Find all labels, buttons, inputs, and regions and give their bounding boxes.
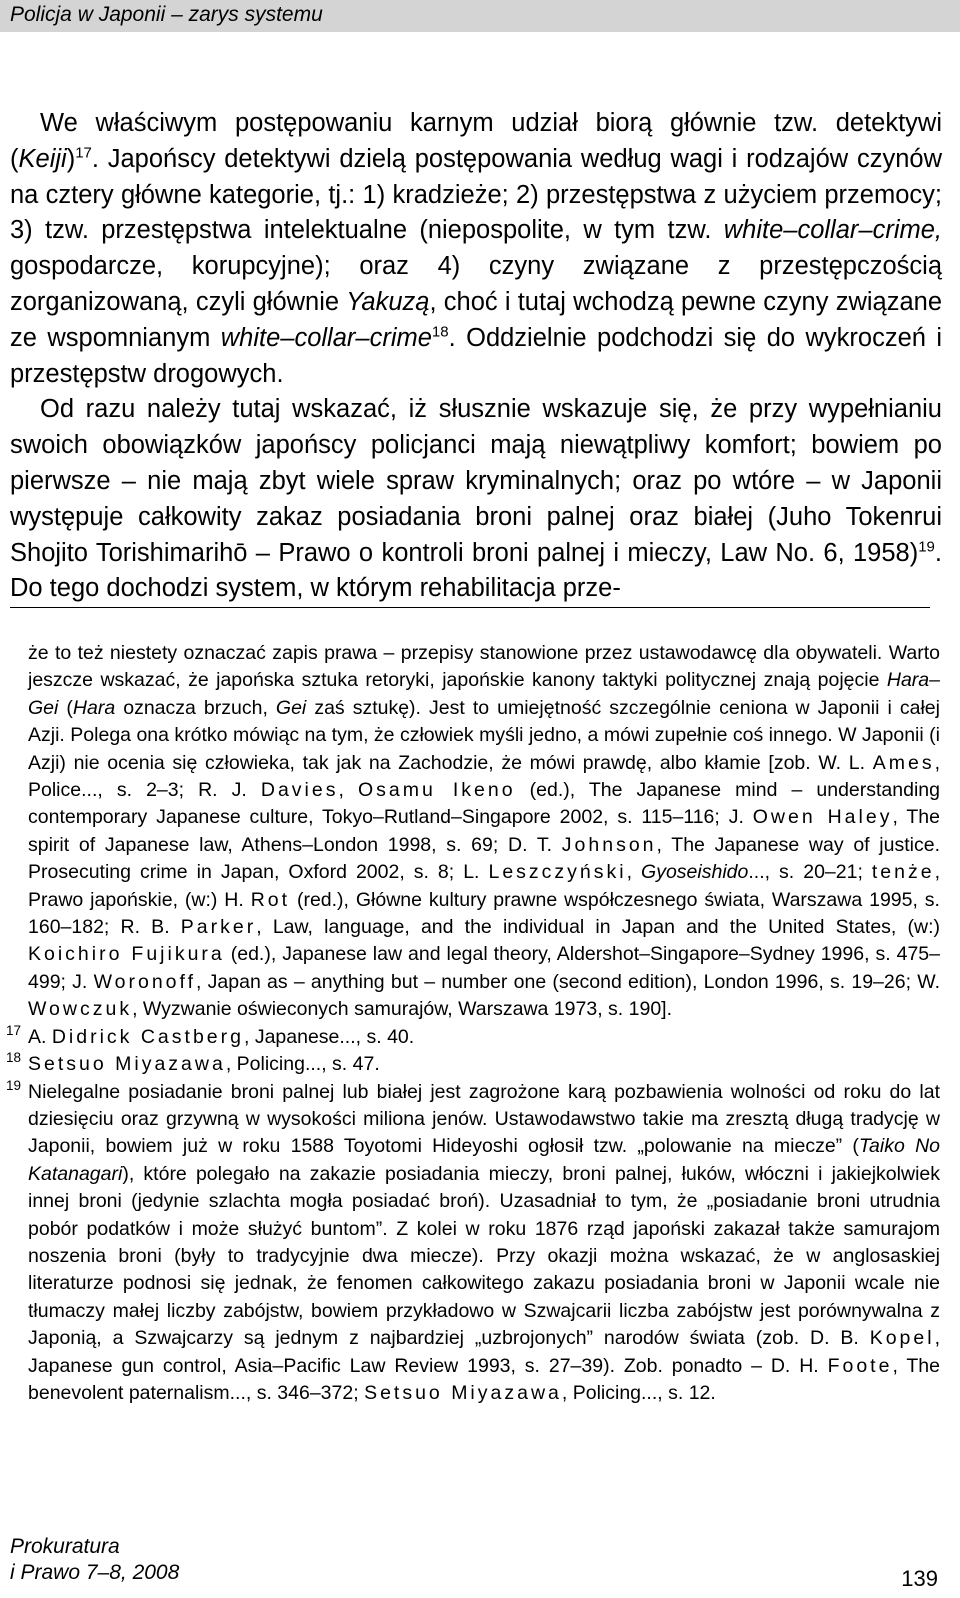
author-name: tenże (871, 861, 935, 884)
text-run: . Oddzielnie podchodzi się do wykroczeń i przestępstw drogowych. (10, 323, 943, 388)
author-name: Osamu Ikeno (357, 779, 516, 802)
term-hara-gei: Hara–Gei (28, 669, 940, 719)
text-run: oznacza brzuch, (115, 696, 276, 719)
author-name: Foote (827, 1354, 893, 1377)
publication-name: Prokuratura (10, 1535, 120, 1558)
text-run: gospodarcze, korupcyjne); oraz 4) czyny związane z przestępczością zorganizowaną, czyli głównie (10, 252, 942, 316)
publication-issue: i Prawo 7–8, 2008 (10, 1561, 180, 1584)
text-run: , Prawo japońskie, (w:) H. (28, 861, 940, 911)
author-name: Setsuo Miyazawa (28, 1053, 226, 1076)
author-name: Davies (260, 779, 339, 802)
main-text (10, 106, 942, 607)
term-gei: Gei (275, 696, 307, 719)
text-run: . Do tego dochodzi system, w którym rehabilitacja prze- (10, 538, 942, 603)
footnote-ref-17[interactable]: 17 (75, 144, 92, 162)
text-run: ( (58, 696, 73, 719)
text-run: , Police..., s. 2–3; R. J. (28, 751, 940, 802)
term-yakuza: Yakuzą (346, 287, 430, 316)
text-run: ..., s. 20–21; (748, 861, 872, 884)
footnote-separator (10, 607, 930, 608)
text-run: zaś sztukę). Jest to umiejętność szczególnie ceniona w Japonii i całej Azji. Polega ona krótko mówiąc na tym, że człowiek myśli jedno, a mówi zupełnie coś innego. W Japonii (i Azji) nie ocenia się człowieka, tak jak na Zachodzie, że mówi prawdę, albo kłamie [zob. W. L. (28, 696, 940, 774)
text-run: , Law, language, and the individual in Japan and the United States, (w:) (256, 916, 940, 939)
text-run: , (626, 861, 642, 884)
text-run: . Japońscy detektywi dzielą postępowania według wagi i rodzajów czynów na cztery główne kategorie, tj.: 1) kradzieże; 2) przestępstwa z użyciem przemocy; 3) tzw. przestępstwa intelektualne (niepospolite, w tym tzw. (10, 144, 942, 245)
author-name: Parker (180, 916, 257, 939)
author-name: Johnson (561, 833, 657, 856)
author-name: Wowczuk (28, 998, 133, 1021)
text-run: , Japanese gun control, Asia–Pacific Law Review 1993, s. 27–39). Zob. ponadto – D. H. (28, 1327, 940, 1377)
footnotes (6, 640, 941, 1407)
author-name: Kopel (869, 1327, 935, 1350)
text-run: ) (66, 144, 76, 173)
author-name: Woronoff (93, 970, 197, 993)
footnote-continuation (28, 640, 940, 1024)
running-header (0, 0, 960, 32)
author-name: Koichiro Fujikura (28, 943, 225, 966)
publication-info (10, 1534, 179, 1586)
text-run: ), które polegało na zakazie posiadania mieczy, broni palnej, łuków, włóczni i jakiejkolwiek innej broni (jedynie szlachta mogła posiadać broń). Uzasadniał to tym, że „posiadanie broni utrudnia pobór podatków i może służyć buntom”. Z kolei w roku 1876 rząd japoński zakazał także samurajom noszenia broni (były to tradycyjnie dwa miecze). Przy okazji można wskazać, że w anglosaskiej literaturze podnosi się jednak, że fenomen całkowitego zakazu posiadania broni w Japonii wcale nie tłumaczy małej liczby zabójstw, bowiem przykładowo w Szwajcarii liczba zabójstw jest porównywalna z Japonią, a Szwajcarzy są jednym z najbardziej „uzbrojonych” narodów świata (zob. D. B. (28, 1162, 940, 1350)
text-run: że to też niestety oznaczać zapis prawa – przepisy stanowione przez ustawodawcę dla obywateli. Warto jeszcze wskazać, że japońska sztuka retoryki, japońskie kanony taktyki politycznej znają pojęcie (28, 642, 940, 692)
text-run: , The benevolent paternalism..., s. 346–372; (28, 1354, 940, 1404)
text-run: , choć i tutaj wchodzą pewne czyny związane ze wspomnianym (10, 287, 943, 352)
footnote-ref-18[interactable]: 18 (431, 323, 449, 341)
author-name: Leszczyński (488, 861, 627, 884)
term-white-collar-crime: white–collar–crime, (723, 216, 942, 245)
term-gyoseishido: Gyoseishido (641, 861, 749, 884)
text-run: (red.), Główne kultury prawne współczesnego świata, Warszawa 1995, s. 160–182; R. B. (28, 888, 940, 939)
footnote-17 (6, 1022, 940, 1051)
author-name: Rot (250, 888, 291, 911)
footnote-number: 18 (6, 1050, 22, 1066)
text-run: , Japan as – anything but – number one (second edition), London 1996, s. 19–26; W. (196, 970, 940, 993)
term-hara: Hara (72, 696, 116, 719)
footnote-ref-19[interactable]: 19 (918, 538, 935, 556)
text-run: Nielegalne posiadanie broni palnej lub białej jest zagrożone karą pozbawienia wolności od roku do lat dziesięciu oraz grzywną w wysokości miliona jenów. Ustawodawstwo takie ma zresztą długą tradycję w Japonii, bowiem już w roku 1588 Toyotomi Hideyoshi ogłosił tzw. „polowanie na miecze” ( (28, 1080, 940, 1158)
running-header-title: Policja w Japonii – zarys systemu (10, 3, 323, 26)
text-run: , (338, 779, 358, 802)
text-run: , Policing..., s. 12. (561, 1381, 716, 1404)
term-white-collar-crime: white–collar–crime (220, 323, 432, 352)
author-name: Owen Haley (752, 806, 893, 829)
text-run: , Policing..., s. 47. (225, 1053, 380, 1076)
text-run: A. (28, 1025, 52, 1048)
author-name: Didrick Castberg (51, 1025, 244, 1048)
footnote-number: 17 (6, 1022, 22, 1038)
author-name: Ames (872, 751, 935, 774)
text-run: , Wyzwanie oświeconych samurajów, Warszawa 1973, s. 190]. (132, 998, 672, 1021)
paragraph-detectives (10, 106, 942, 392)
text-run: (ed.), Japanese law and legal theory, Aldershot–Singapore–Sydney 1996, s. 475–499; J. (28, 943, 940, 993)
text-run: Od razu należy tutaj wskazać, iż słusznie wskazuje się, że przy wypełnianiu swoich obowiązków japońscy policjanci mają niewątpliwy komfort; bowiem po pierwsze – nie mają zbyt wiele spraw kryminalnych; oraz po wtóre – w Japonii występuje całkowity zakaz posiadania broni palnej oraz białej (Juho Tokenrui Shojito Torishimarihō – Prawo o kontroli broni palnej i mieczy, Law No. 6, 1958) (10, 395, 942, 567)
text-run: , The Japanese way of justice. Prosecuting crime in Japan, Oxford 2002, s. 8; L. (28, 833, 940, 884)
footnote-19 (6, 1077, 940, 1408)
text-run: (ed.), The Japanese mind – understanding contemporary Japanese culture, Tokyo–Rutland–Singapore 2002, s. 115–116; J. (28, 779, 940, 829)
paragraph-comfort (10, 392, 942, 607)
text-run: , The spirit of Japanese law, Athens–London 1998, s. 69; D. T. (28, 806, 941, 856)
text-run: We właściwym postępowaniu karnym udział biorą głównie tzw. detektywi ( (10, 109, 942, 173)
text-run: , Japanese..., s. 40. (243, 1025, 415, 1048)
page-number: 139 (901, 1566, 938, 1591)
term-taiko-no-katanagari: Taiko No Katanagari (28, 1135, 940, 1185)
footnote-number: 19 (6, 1077, 22, 1093)
term-keiji: Keiji (18, 144, 67, 173)
footnote-18 (6, 1050, 940, 1078)
author-name: Setsuo Miyazawa (364, 1381, 562, 1404)
